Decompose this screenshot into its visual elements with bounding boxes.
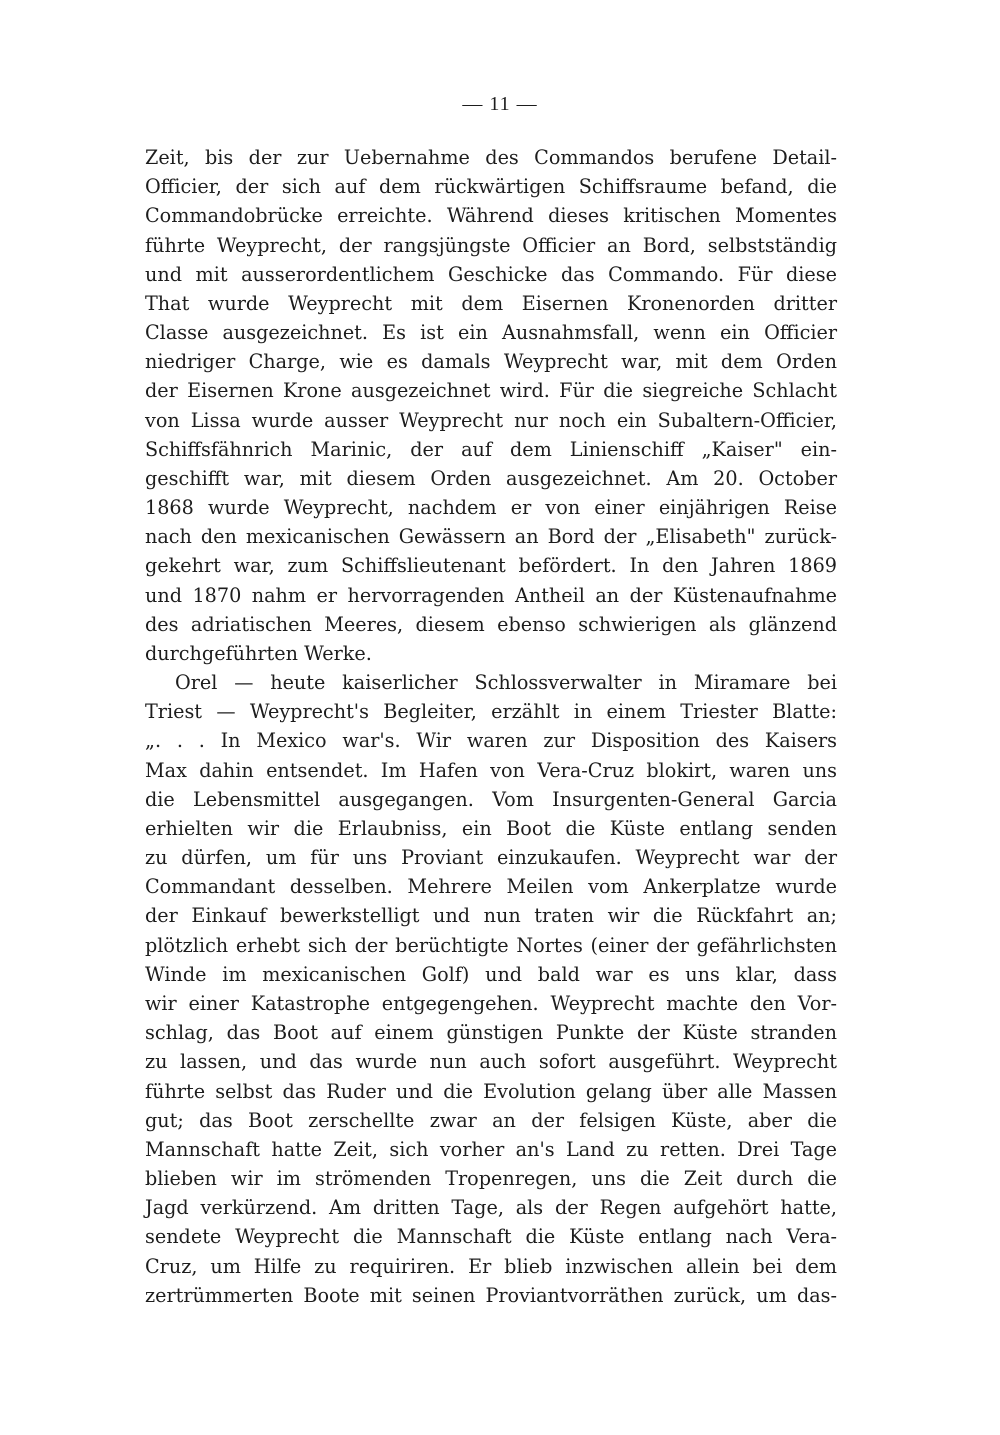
text-line: erhielten wir die Erlaubniss, ein Boot die Küste entlang senden [145,816,837,840]
text-line: Schiffsfähnrich Marinic, der auf dem Linienschiff „Kaiser" ein- [145,437,837,461]
text-line: Jagd verkürzend. Am dritten Tage, als der Regen aufgehört hatte, [145,1196,837,1220]
text-line: zertrümmerten Boote mit seinen Proviantvorräthen zurück, um das- [145,1283,837,1307]
text-line: 1868 wurde Weyprecht, nachdem er von einer einjährigen Reise [145,496,837,520]
text-line: zu dürfen, um für uns Proviant einzukaufen. Weyprecht war der [145,846,837,870]
text-line: nach den mexicanischen Gewässern an Bord der „Elisabeth" zurück- [145,525,837,549]
text-line: führte selbst das Ruder und die Evolution gelang über alle Massen [145,1079,837,1103]
text-line: „. . . In Mexico war's. Wir waren zur Disposition des Kaisers [145,729,837,753]
text-line: der Eisernen Krone ausgezeichnet wird. Für die siegreiche Schlacht [145,379,837,403]
text-line: Mannschaft hatte Zeit, sich vorher an's Land zu retten. Drei Tage [145,1137,837,1161]
text-line: und mit ausserordentlichem Geschicke das Commando. Für diese [145,262,837,286]
text-line: Zeit, bis der zur Uebernahme des Commandos berufene Detail- [145,146,837,169]
text-line: geschifft war, mit diesem Orden ausgezeichnet. Am 20. October [145,466,837,490]
text-line: führte Weyprecht, der rangsjüngste Officier an Bord, selbstständig [145,233,837,257]
text-line: sendete Weyprecht die Mannschaft die Küste entlang nach Vera- [145,1225,837,1249]
text-line: und 1870 nahm er hervorragenden Antheil an der Küstenaufnahme [145,583,837,607]
text-line: Commandant desselben. Mehrere Meilen vom Ankerplatze wurde [145,875,837,899]
text-line: Winde im mexicanischen Golf) und bald war es uns klar, dass [145,962,837,986]
text-line: Classe ausgezeichnet. Es ist ein Ausnahmsfall, wenn ein Officier [145,321,837,345]
text-line: That wurde Weyprecht mit dem Eisernen Kronenorden dritter [145,291,837,315]
text-line: der Einkauf bewerkstelligt und nun traten wir die Rückfahrt an; [145,904,837,928]
text-line: Triest — Weyprecht's Begleiter, erzählt in einem Triester Blatte: [145,700,837,724]
text-line: von Lissa wurde ausser Weyprecht nur noch ein Subaltern-Officier, [145,408,837,432]
text-line: gut; das Boot zerschellte zwar an der felsigen Küste, aber die [145,1108,837,1132]
paragraph-end-line: durchgeführten Werke. [145,641,372,665]
paragraph-start-line: Orel — heute kaiserlicher Schlossverwalter in Miramare bei [175,671,837,695]
text-line: Officier, der sich auf dem rückwärtigen Schiffsraume befand, die [145,175,837,199]
text-line: Cruz, um Hilfe zu requiriren. Er blieb inzwischen allein bei dem [145,1254,837,1278]
text-line: niedriger Charge, wie es damals Weyprecht war, mit dem Orden [145,350,837,374]
text-line: plötzlich erhebt sich der berüchtigte Nortes (einer der gefährlichsten [145,933,837,957]
text-line: die Lebensmittel ausgegangen. Vom Insurgenten-General Garcia [145,787,837,811]
text-line: gekehrt war, zum Schiffslieutenant befördert. In den Jahren 1869 [145,554,837,578]
text-line: wir einer Katastrophe entgegengehen. Weyprecht machte den Vor- [145,991,837,1015]
body-text [145,143,837,1310]
page-number: — 11 — [462,93,538,115]
text-line: Commandobrücke erreichte. Während dieses kritischen Momentes [145,204,837,228]
text-line: Max dahin entsendet. Im Hafen von Vera-Cruz blokirt, waren uns [145,758,837,782]
text-line: zu lassen, und das wurde nun auch sofort ausgeführt. Weyprecht [145,1050,837,1074]
text-line: des adriatischen Meeres, diesem ebenso schwierigen als glänzend [145,612,837,636]
text-line: schlag, das Boot auf einem günstigen Punkte der Küste stranden [145,1021,837,1045]
text-line: blieben wir im strömenden Tropenregen, uns die Zeit durch die [145,1167,837,1191]
